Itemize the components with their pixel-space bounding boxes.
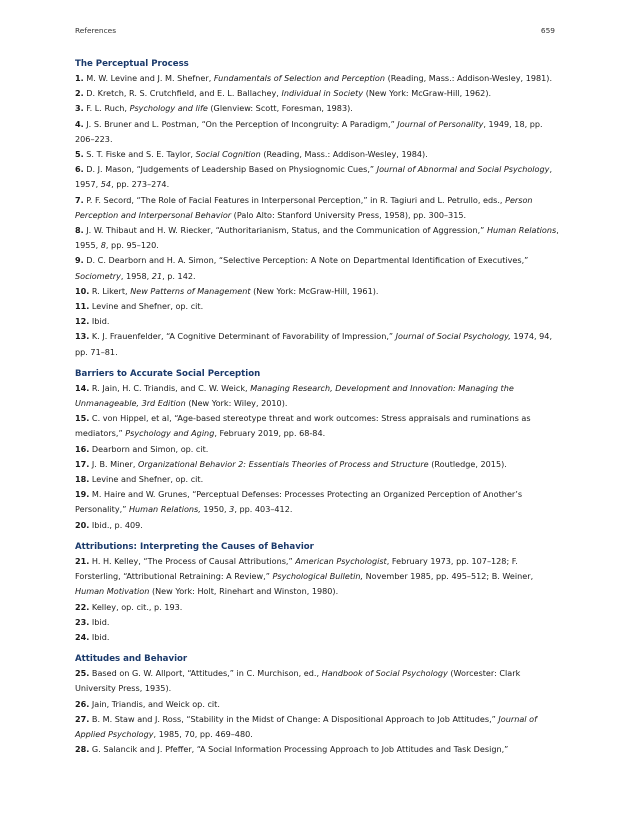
reference-entry bbox=[75, 615, 559, 630]
reference-text: , 1949, 18, pp. 206–223. bbox=[75, 118, 543, 144]
reference-text: R. Jain, H. C. Triandis, and C. W. Weick, bbox=[91, 382, 251, 393]
reference-text: D. J. Mason, “Judgements of Leadership Based on Physiognomic Cues,” bbox=[86, 164, 377, 175]
reference-number: 19. bbox=[75, 489, 90, 500]
reference-entry bbox=[75, 442, 559, 457]
reference-text: Ibid. bbox=[91, 631, 110, 642]
reference-number: 9. bbox=[75, 255, 84, 266]
reference-number: 8. bbox=[75, 225, 84, 236]
reference-entry bbox=[75, 299, 559, 314]
reference-italic-text: Individual in Society bbox=[281, 88, 364, 99]
reference-italic-text: Psychology and Aging bbox=[125, 428, 215, 439]
reference-number: 11. bbox=[75, 301, 90, 312]
reference-number: 2. bbox=[75, 88, 84, 99]
reference-italic-text: Organizational Behavior 2: Essentials Theories of Process and Structure bbox=[137, 458, 429, 469]
reference-text: Kelley, op. cit., p. 193. bbox=[91, 601, 183, 612]
reference-text: (Glenview: Scott, Foresman, 1983). bbox=[207, 103, 353, 114]
reference-italic-text: Handbook of Social Psychology bbox=[321, 668, 448, 679]
reference-italic-text: Human Relations, bbox=[128, 504, 201, 515]
reference-text: K. J. Frauenfelder, “A Cognitive Determinant of Favorability of Impression,” bbox=[91, 331, 396, 342]
reference-entry bbox=[75, 193, 559, 223]
reference-entry bbox=[75, 457, 559, 472]
reference-text: , pp. 95–120. bbox=[105, 240, 159, 251]
reference-text: Jain, Triandis, and Weick op. cit. bbox=[91, 698, 220, 709]
reference-number: 12. bbox=[75, 316, 90, 327]
reference-number: 4. bbox=[75, 118, 84, 129]
reference-number: 20. bbox=[75, 519, 90, 530]
reference-text: S. T. Fiske and S. E. Taylor, bbox=[86, 149, 196, 160]
reference-italic-text: American Psychologist bbox=[295, 555, 387, 566]
reference-text: , pp. 273–274. bbox=[111, 179, 170, 190]
reference-text: , February 2019, pp. 68-84. bbox=[214, 428, 326, 439]
reference-entry bbox=[75, 742, 559, 757]
reference-entry bbox=[75, 253, 559, 283]
reference-italic-text: Human Motivation bbox=[75, 586, 150, 597]
reference-entry bbox=[75, 518, 559, 533]
reference-text: (Reading, Mass.: Addison-Wesley, 1981). bbox=[385, 73, 553, 83]
reference-number: 27. bbox=[75, 713, 90, 724]
reference-text: Dearborn and Simon, op. cit. bbox=[91, 443, 209, 454]
reference-text: J. W. Thibaut and H. W. Riecker, “Authoritarianism, Status, and the Communication of Aggression,” bbox=[86, 225, 487, 236]
reference-text: F. L. Ruch, bbox=[86, 103, 130, 114]
reference-number: 15. bbox=[75, 413, 90, 424]
reference-number: 25. bbox=[75, 668, 90, 679]
reference-text: , p. 142. bbox=[162, 270, 196, 281]
reference-number: 22. bbox=[75, 601, 90, 612]
reference-number: 16. bbox=[75, 443, 90, 454]
reference-italic-text: Psychological Bulletin, bbox=[272, 571, 364, 582]
reference-text: (New York: Holt, Rinehart and Winston, 1980). bbox=[149, 586, 339, 597]
reference-text: M. Haire and W. Grunes, “Perceptual Defenses: Processes Protecting an Organized Perception of Another’s Personality,” bbox=[75, 489, 523, 515]
reference-number: 18. bbox=[75, 474, 90, 485]
reference-text: C. von Hippel, et al, “Age-based stereotype threat and work outcomes: Stress appraisals and ruminations as mediators,” bbox=[75, 413, 531, 439]
reference-text: (Worcester: Clark University Press, 1935). bbox=[75, 668, 521, 694]
reference-entry bbox=[75, 284, 559, 299]
running-head-title: References bbox=[75, 26, 117, 35]
reference-italic-text: Journal of Applied Psychology bbox=[75, 713, 537, 739]
reference-number: 3. bbox=[75, 103, 84, 114]
reference-text: , 1957, bbox=[75, 164, 553, 190]
section-heading: Barriers to Accurate Social Perception bbox=[75, 368, 261, 379]
section-heading: Attitudes and Behavior bbox=[75, 654, 188, 665]
reference-text: 1974, 94, pp. 71–81. bbox=[75, 331, 553, 357]
reference-text: Ibid. bbox=[91, 616, 110, 627]
reference-text: , pp. 403–412. bbox=[234, 504, 293, 515]
reference-entry bbox=[75, 554, 559, 600]
reference-entry bbox=[75, 86, 559, 101]
reference-italic-text: Journal of Abnormal and Social Psychology bbox=[376, 164, 550, 175]
reference-entry bbox=[75, 223, 559, 253]
section-heading: Attributions: Interpreting the Causes of Behavior bbox=[75, 541, 314, 552]
reference-entry bbox=[75, 117, 559, 147]
reference-italic-text: Managing Research, Development and Innovation: Managing the Unmanageable, 3rd Edition bbox=[75, 382, 514, 409]
reference-entry bbox=[75, 666, 559, 696]
reference-text: D. Kretch, R. S. Crutchfield, and E. L. Ballachey, bbox=[86, 88, 282, 99]
reference-number: 26. bbox=[75, 698, 90, 709]
reference-text: J. B. Miner, bbox=[91, 458, 138, 469]
reference-text: Ibid., p. 409. bbox=[91, 519, 143, 530]
reference-entry bbox=[75, 314, 559, 329]
reference-number: 23. bbox=[75, 616, 90, 627]
reference-entry bbox=[75, 472, 559, 487]
reference-number: 17. bbox=[75, 458, 90, 469]
reference-section bbox=[75, 653, 559, 757]
reference-text: P. F. Secord, “The Role of Facial Features in Interpersonal Perception,” in R. Tagiuri and L. Petrullo, eds., bbox=[86, 194, 506, 205]
reference-text: (New York: Wiley, 2010). bbox=[185, 398, 288, 409]
reference-entry bbox=[75, 411, 559, 441]
reference-text: G. Salancik and J. Pfeffer, “A Social Information Processing Approach to Job Attitudes and Task Design,” bbox=[91, 744, 509, 755]
reference-text: H. H. Kelley, “The Process of Causal Attributions,” bbox=[91, 555, 296, 566]
reference-entry bbox=[75, 697, 559, 712]
reference-entry bbox=[75, 712, 559, 742]
reference-text: , 1985, 70, pp. 469–480. bbox=[153, 728, 253, 739]
reference-text: Based on G. W. Allport, “Attitudes,” in C. Murchison, ed., bbox=[91, 668, 322, 679]
reference-italic-text: Human Relations bbox=[486, 225, 557, 236]
reference-text: 1950, bbox=[200, 504, 230, 515]
reference-entry bbox=[75, 630, 559, 645]
reference-number: 21. bbox=[75, 555, 90, 566]
reference-number: 28. bbox=[75, 744, 90, 755]
reference-entry bbox=[75, 71, 559, 86]
reference-number: 7. bbox=[75, 194, 84, 205]
reference-italic-text: 8 bbox=[100, 240, 106, 251]
reference-section bbox=[75, 58, 559, 360]
reference-italic-text: Fundamentals of Selection and Perception bbox=[213, 73, 386, 83]
reference-text: D. C. Dearborn and H. A. Simon, “Selective Perception: A Note on Departmental Identification of Executives,” bbox=[86, 255, 529, 266]
reference-text: M. W. Levine and J. M. Shefner, bbox=[86, 73, 214, 83]
page-number: 659 bbox=[540, 26, 555, 35]
reference-text: , 1958, bbox=[120, 270, 152, 281]
reference-text: B. M. Staw and J. Ross, “Stability in the Midst of Change: A Dispositional Approach to Job Attitudes,” bbox=[91, 713, 499, 724]
reference-text: J. S. Bruner and L. Postman, “On the Perception of Incongruity: A Paradigm,” bbox=[86, 118, 398, 129]
reference-italic-text: 54 bbox=[100, 179, 112, 190]
reference-italic-text: 21 bbox=[151, 270, 163, 281]
reference-number: 1. bbox=[75, 73, 84, 83]
reference-italic-text: 3 bbox=[229, 504, 235, 515]
reference-text: (Routledge, 2015). bbox=[428, 458, 507, 469]
reference-italic-text: Person Perception and Interpersonal Behavior bbox=[75, 194, 533, 220]
reference-italic-text: Social Cognition bbox=[195, 149, 261, 160]
reference-number: 10. bbox=[75, 285, 90, 296]
reference-text: (New York: McGraw-Hill, 1961). bbox=[250, 285, 379, 296]
reference-entry bbox=[75, 101, 559, 116]
reference-entry bbox=[75, 147, 559, 162]
reference-italic-text: Journal of Personality bbox=[397, 118, 484, 129]
reference-number: 24. bbox=[75, 631, 90, 642]
reference-section bbox=[75, 368, 559, 533]
reference-text: November 1985, pp. 495–512; B. Weiner, bbox=[363, 571, 534, 582]
reference-text: (New York: McGraw-Hill, 1962). bbox=[363, 88, 492, 99]
reference-number: 5. bbox=[75, 149, 84, 160]
reference-italic-text: New Patterns of Management bbox=[130, 285, 251, 296]
reference-text: (Palo Alto: Stanford University Press, 1958), pp. 300–315. bbox=[231, 209, 467, 220]
section-heading: The Perceptual Process bbox=[75, 59, 189, 69]
reference-text: R. Likert, bbox=[91, 285, 131, 296]
reference-entry bbox=[75, 329, 559, 359]
reference-text: (Reading, Mass.: Addison-Wesley, 1984). bbox=[260, 149, 428, 160]
reference-text: Levine and Shefner, op. cit. bbox=[91, 301, 204, 312]
reference-number: 6. bbox=[75, 164, 84, 175]
reference-italic-text: Sociometry bbox=[75, 270, 121, 281]
reference-text: Levine and Shefner, op. cit. bbox=[91, 474, 204, 485]
reference-entry bbox=[75, 600, 559, 615]
running-head bbox=[75, 26, 555, 38]
reference-text: , 1955, bbox=[75, 225, 559, 251]
reference-number: 13. bbox=[75, 331, 90, 342]
reference-entry bbox=[75, 162, 559, 192]
reference-entry bbox=[75, 381, 559, 411]
reference-number: 14. bbox=[75, 382, 90, 393]
reference-italic-text: Journal of Social Psychology, bbox=[395, 331, 511, 342]
reference-section bbox=[75, 541, 559, 645]
references-list bbox=[75, 58, 559, 757]
reference-text: , February 1973, pp. 107–128; F. Forsterling, “Attributional Retraining: A Review,” bbox=[75, 555, 518, 582]
reference-text: Ibid. bbox=[91, 316, 110, 327]
reference-entry bbox=[75, 487, 559, 517]
reference-italic-text: Psychology and life bbox=[129, 103, 208, 114]
